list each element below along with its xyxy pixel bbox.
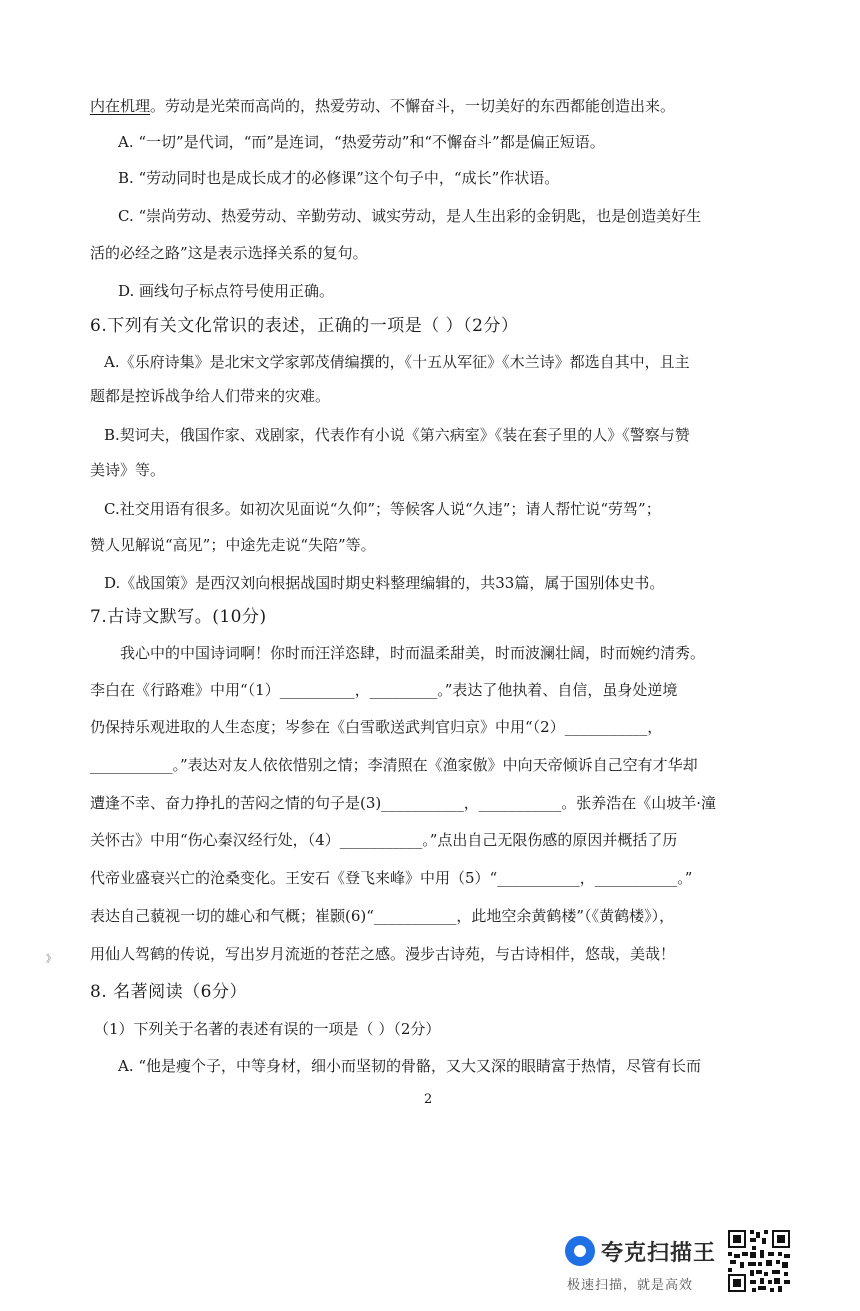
option-c-line: C. “崇尚劳动、热爱劳动、辛勤劳动、诚实劳动，是人生出彩的金钥匙，也是创造美好生 <box>118 207 702 225</box>
q7-line-8: 表达自己藐视一切的雄心和气概；崔颢(6)“___________，此地空余黄鹤楼”（《黄鹤楼》）， <box>90 907 675 925</box>
q6-option-b-2: 美诗》等。 <box>90 461 166 479</box>
q6-option-c-2: 赞人见解说“高见”；中途先走说“失陪”等。 <box>90 536 376 554</box>
qr-code-icon <box>726 1228 792 1294</box>
page-number: 2 <box>424 1092 433 1107</box>
option-a-line: A. “一切”是代词，“而”是连词，“热爱劳动”和“不懈奋斗”都是偏正短语。 <box>118 133 605 151</box>
question-7-title: 7.古诗文默写。(10分) <box>90 607 267 627</box>
text-line-1: 内在机理。劳动是光荣而高尚的，热爱劳动、不懈奋斗，一切美好的东西都能创造出来。 <box>90 97 676 115</box>
option-c-line-2: 活的必经之路”这是表示选择关系的复句。 <box>90 244 368 262</box>
q7-line-3: 仍保持乐观进取的人生态度；岑参在《白雪歌送武判官归京》中用“（2）___________， <box>90 718 663 736</box>
q6-option-d: D.《战国策》是西汉刘向根据战国时期史料整理编辑的，共33篇，属于国别体史书。 <box>104 574 665 592</box>
underlined-phrase: 内在机理 <box>90 97 151 115</box>
question-8-title: 8. 名著阅读（6分） <box>90 982 247 1002</box>
brand-slogan: 极速扫描，就是高效 <box>567 1278 694 1293</box>
q6-option-c: C.社交用语有很多。如初次见面说“久仰”；等候客人说“久违”；请人帮忙说“劳驾”； <box>104 500 661 518</box>
q6-option-a: A.《乐府诗集》是北宋文学家郭茂倩编撰的，《十五从军征》《木兰诗》都选自其中，且主 <box>104 353 690 371</box>
q6-option-a-2: 题都是控诉战争给人们带来的灾难。 <box>90 387 331 405</box>
q7-line-5: 遭逢不幸、奋力挣扎的苦闷之情的句子是(3)___________，___________。张养浩在《山坡羊·潼 <box>90 794 717 812</box>
option-d-line: D. 画线句子标点符号使用正确。 <box>118 282 335 300</box>
q6-option-b: B.契诃夫，俄国作家、戏剧家，代表作有小说《第六病室》《装在套子里的人》《警察与赞 <box>104 426 690 444</box>
question-6-title: 6.下列有关文化常识的表述，正确的一项是（ ）（2分） <box>90 316 519 336</box>
q7-line-7: 代帝业盛衰兴亡的沧桑变化。王安石《登飞来峰》中用（5）“___________，___________。” <box>90 869 693 887</box>
q7-line-1: 我心中的中国诗词啊！你时而汪洋恣肆，时而温柔甜美，时而波澜壮阔，时而婉约清秀。 <box>120 644 706 662</box>
q7-line-9: 用仙人驾鹤的传说，写出岁月流逝的苍茫之感。漫步古诗苑，与古诗相伴，悠哉，美哉！ <box>90 945 676 963</box>
q8-option-a: A. “他是瘦个子，中等身材，细小而坚韧的骨骼，又大又深的眼睛富于热情，尽管有长而 <box>118 1057 702 1075</box>
scanner-logo-icon <box>565 1236 595 1266</box>
q7-line-4: ___________。”表达对友人依依惜别之情；李清照在《渔家傲》中向天帝倾诉自己空有才华却 <box>90 756 698 774</box>
brand-name: 夸克扫描王 <box>601 1241 717 1266</box>
option-b-line: B. “劳动同时也是成长成才的必修课”这个句子中，“成长”作状语。 <box>118 169 560 187</box>
q8-sub-1: （1）下列关于名著的表述有误的一项是（ ）（2分） <box>94 1020 441 1038</box>
q7-line-2: 李白在《行路难》中用“（1）__________，_________。”表达了他执着、自信，虽身处逆境 <box>90 681 678 699</box>
q7-line-6: 关怀古》中用“伤心秦汉经行处，（4）___________。”点出自己无限伤感的原因并概括了历 <box>90 831 678 849</box>
margin-mark: 》 <box>46 954 56 965</box>
